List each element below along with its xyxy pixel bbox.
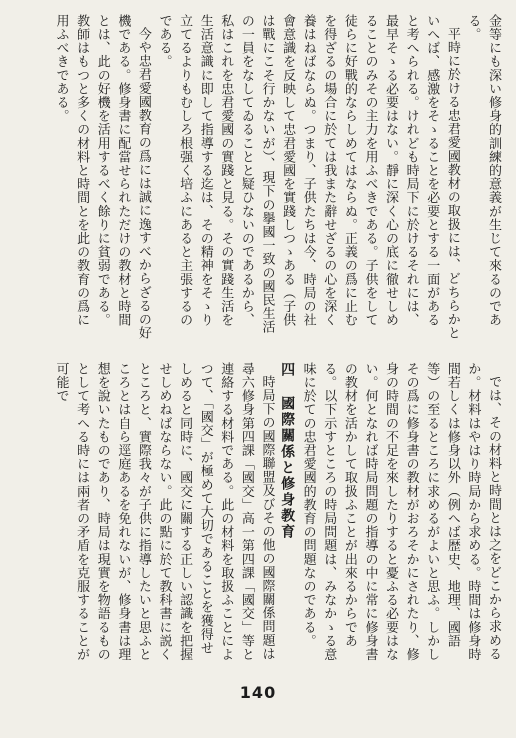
paragraph: 金等にも深い修身的訓練的意義が生じて來るのである。 (465, 14, 501, 327)
lower-text-block (33, 362, 503, 668)
paragraph: では、その材料と時間とは之をどこから求めるか。材料はやはり時局から求める。時間は修身時間若しくは修身以外（例へば歴史、地理、國語等）の至るところに求めるがよいと思ふ。しかしその爲に修身書の教材がおろそかにされたり、修身の時間の不足を來したりすると憂ふる必要はない。何となれば時局問題の指導の中に常に修身書の教材を活かして取扱ふことが出來るからである。以下示すところの時局問題は、みなかゝる意味に於ての忠君愛國的教育の問題なのである。 (300, 362, 501, 662)
page-number: 140 (239, 683, 277, 702)
paragraph: 今や忠君愛國教育の爲には誠に逸すべからざるの好機である。修身書に配當せられただけの教材と時間とは、此の好機を活用するべく餘りに貧弱である。教師はもつと多くの材料と時間とを此の教育の爲に用ふべきである。 (53, 14, 151, 340)
section-number: 四 (279, 362, 296, 378)
paragraph: 時局下の國際聯盟及びその他の國際關係問題は尋六修身第四課「國交」高一第四課「國交」等と連絡する材料である。此の材料を取扱ふことによつて、「國交」が極めて大切であることを獲得せしめると同時に、國交に關する正しい認識を把握せしめねばならない。此の點に於て教科書に説くところと、實際我々が子供に指導したいと思ふところとは自ら逕庭あるを免れないが、修身書は理想を說いたものであり、時局は現實を物語るものとして考へる時には兩者の矛盾を克服することが可能で (53, 362, 275, 662)
section-title: 國際關係と修身教育 (279, 396, 296, 540)
section-heading (276, 362, 297, 668)
upper-text-block (33, 14, 503, 340)
paragraph: 平時に於ける忠君愛國教材の取扱には、どちらかといへば、感激をそゝることを必要とする一面があると考へられる。けれども時局下に於けるそれには、最早そゝる必要はない。靜に深く心の底に徹せしめることのみその主力を用ふべきである。子供をして徒らに好戰的ならしめてはならぬ。正義の爲に止むを得ざるの場合に於ては我また辭せざるの心を深く養はねばならぬ。つまり、子供たちは今、時局の社會意識を反映して忠君愛國を實踐しつゝある（子供は戰にこそ行かないが）、現下の擧國一致の國民生活の一員をなしてゐることと疑ひないのであるから、私はこれを忠君愛國の實踐と見る。その實踐生活を生活意識に即して指導する迄は、その精神をそゝり立てるよりもむしろ根强く培ふにあると主張するのである。 (156, 14, 460, 340)
